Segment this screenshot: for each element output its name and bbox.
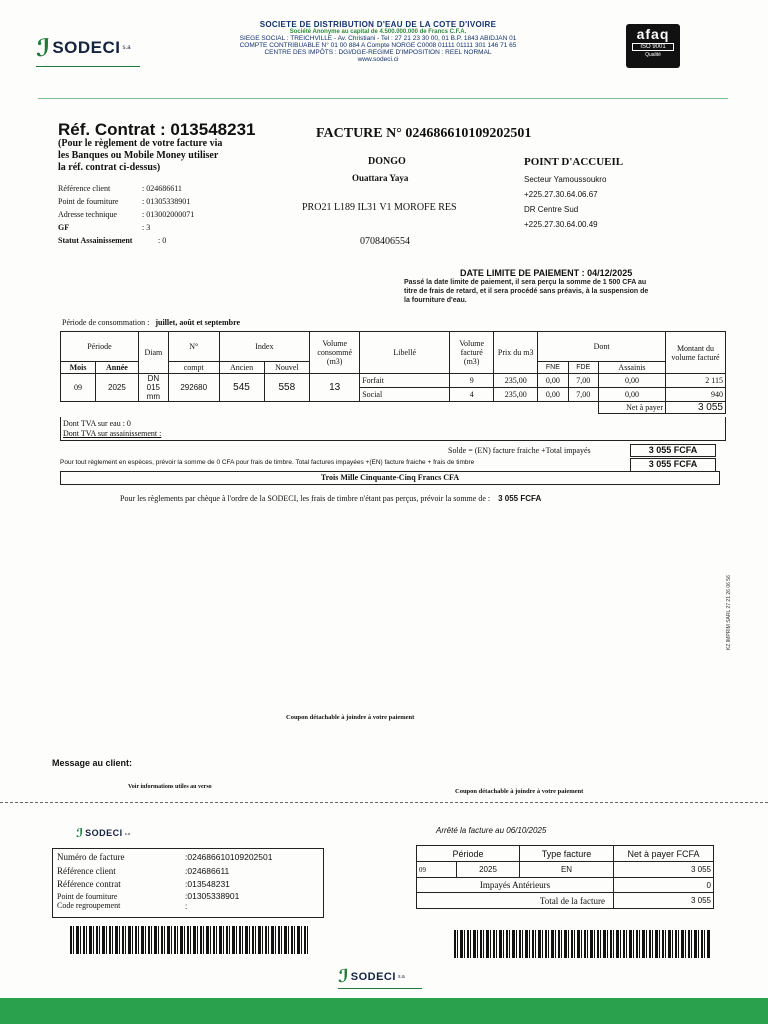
line-vol: 9 [450, 374, 494, 388]
barcode-left [70, 926, 310, 954]
sodeci-logo-coupon [76, 826, 130, 840]
col-dont: Dont [538, 332, 666, 362]
row-diam: DN 015 mm [138, 374, 168, 402]
deadline-line1: Passé la date limite de paiement, il sera perçu la somme de 1 500 CFA au [404, 279, 647, 286]
summary-net: 3 055 [614, 862, 714, 878]
coupon-info-box [52, 848, 324, 918]
row-volume: 13 [310, 374, 360, 402]
coupon-row-label: Point de fourniture [57, 891, 118, 901]
contract-fields [58, 182, 194, 247]
especes-label: Pour tout règlement en espèces, prévoir la somme de 0 CFA pour frais de timbre. Total factures impayées +(EN) facture fraiche + frais de timbre [60, 459, 475, 466]
tva-box [60, 417, 726, 441]
field-value: : 01305338901 [142, 197, 191, 206]
sodeci-logo-bottom [338, 966, 405, 987]
detach-line [0, 802, 768, 803]
contract-note-line2: les Banques ou Mobile Money utiliser [58, 150, 219, 161]
col-compt: compt [168, 362, 219, 374]
cheque-value: 3 055 FCFA [498, 494, 542, 503]
field-label: Point de fourniture [58, 197, 119, 206]
client-name-line2: Ouattara Yaya [352, 173, 409, 183]
especes-value: 3 055 FCFA [630, 458, 716, 472]
logo-name: SODECI [85, 828, 123, 838]
contract-note [58, 138, 222, 174]
message-label: Message au client: [52, 758, 133, 768]
contract-field [58, 221, 194, 234]
col-annee: Année [96, 362, 139, 374]
side-printer-code: KZ IMPRIM SARL 27 21 26 06 56 [726, 575, 732, 650]
bottom-logo-underline [338, 988, 422, 989]
contract-note-line3: la réf. contrat ci-dessus) [58, 162, 161, 173]
afaq-quality: Qualité [645, 52, 661, 58]
col-index: Index [219, 332, 310, 362]
infos-verso: Voir informations utiles au verso [128, 784, 212, 790]
net-value: 3 055 [666, 402, 726, 414]
coupon-row-label: Référence client [57, 865, 116, 876]
deadline-line3: la fourniture d'eau. [404, 297, 467, 304]
coupon-row-value: : [185, 900, 188, 911]
barcode-right [454, 930, 710, 958]
solde-label: Solde = (EN) facture fraiche +Total impayés [448, 446, 591, 455]
header-line1: SOCIETE DE DISTRIBUTION D'EAU DE LA COTE D'IVOIRE [259, 20, 497, 29]
field-label: GF [58, 223, 70, 232]
sodeci-mark-icon: ℐ [76, 826, 84, 840]
coupon-row-value: :01305338901 [185, 890, 240, 901]
contract-field [58, 234, 194, 247]
line-fne: 0,00 [538, 388, 568, 402]
accueil-details [524, 172, 606, 232]
logo-suffix: s.a [397, 973, 405, 980]
line-fde: 7,00 [568, 388, 598, 402]
afaq-certification-badge [626, 24, 680, 68]
summary-col-net: Net à payer FCFA [614, 846, 714, 862]
afaq-iso: ISO 9001 [632, 43, 674, 51]
field-label: Adresse technique [58, 210, 117, 219]
col-volume-facture: Volume facturé (m3) [450, 332, 494, 374]
coupon-row [57, 878, 319, 892]
accueil-line4: +225.27.30.64.00.49 [524, 220, 598, 229]
col-nouvel: Nouvel [264, 362, 310, 374]
consumption-period [62, 318, 240, 327]
table-row [61, 374, 726, 388]
sodeci-logo-top [36, 34, 131, 62]
deadline-note [404, 278, 648, 305]
line-montant: 2 115 [666, 374, 726, 388]
contract-field [58, 182, 194, 195]
summary-col-periode: Période [417, 846, 520, 862]
coupon-detach-2: Coupon détachable à joindre à votre paiement [455, 788, 584, 795]
line-assain: 0,00 [598, 388, 665, 402]
period-label: Période de consommation : [62, 318, 150, 327]
col-mois: Mois [61, 362, 96, 374]
header-divider [38, 98, 728, 99]
col-fde: FDE [568, 362, 598, 374]
logo-suffix: s.a [124, 830, 131, 836]
company-header [178, 20, 578, 63]
tva-assain: Dont TVA sur assainissement : [63, 429, 162, 438]
col-no: N° [168, 332, 219, 362]
impayes-label: Impayés Antérieurs [417, 878, 614, 893]
col-libelle: Libellé [360, 332, 450, 374]
col-fne: FNE [538, 362, 568, 374]
field-value: : 3 [142, 223, 151, 232]
header-line3: SIEGE SOCIAL : TREICHVILLE - Av. Christiani - Tel : 27 21 23 30 00, 01 B.P. 1843 ABIDJAN 01 [239, 35, 517, 42]
row-ancien: 545 [219, 374, 264, 402]
field-label: Référence client [58, 184, 111, 193]
coupon-row-label: Référence contrat [57, 879, 121, 889]
afaq-text: afaq [636, 26, 670, 42]
contract-field [58, 195, 194, 208]
arrete-date: Arrêté la facture au 06/10/2025 [436, 826, 547, 835]
coupon-row-value: :013548231 [185, 879, 230, 889]
col-prix: Prix du m3 [494, 332, 538, 374]
client-name-line1: DONGO [368, 156, 406, 167]
net-spacer [61, 402, 599, 414]
col-periode: Période [61, 332, 139, 362]
accueil-title: POINT D'ACCUEIL [524, 156, 624, 168]
period-value: juillet, août et septembre [155, 318, 241, 327]
line-vol: 4 [450, 388, 494, 402]
sodeci-mark-icon: ℐ [36, 34, 51, 62]
coupon-detach-1: Coupon détachable à joindre à votre paiement [286, 714, 415, 721]
header-line2: Société Anonyme au capital de 4.500.000.000 de Francs C.F.A. [289, 29, 467, 35]
deadline-line2: titre de frais de retard, et il sera procédé sans préavis, à la suspension de [404, 288, 649, 295]
logo-name: SODECI [52, 38, 121, 57]
col-ancien: Ancien [219, 362, 264, 374]
coupon-row [57, 901, 319, 911]
client-phone: 0708406554 [360, 236, 410, 247]
bottom-green-band [0, 998, 768, 1024]
summary-col-type: Type facture [520, 846, 614, 862]
line-prix: 235,00 [494, 374, 538, 388]
coupon-row [57, 892, 319, 901]
coupon-row-value: :024686611 [185, 865, 230, 876]
summary-annee: 2025 [457, 862, 520, 878]
table-row [417, 862, 714, 878]
accueil-line1: Secteur Yamoussoukro [524, 175, 607, 184]
line-assain: 0,00 [598, 374, 665, 388]
total-value: 3 055 [614, 893, 714, 909]
coupon-summary-table [416, 845, 714, 909]
net-label: Net à payer [598, 402, 665, 414]
contract-note-line1: (Pour le règlement de votre facture via [58, 138, 223, 149]
header-line4: COMPTE CONTRIBUABLE N° 01 00 884 A Compte NORGE C0008 01111 01111 301 146 71 65 [239, 42, 517, 49]
tva-eau: Dont TVA sur eau : 0 [63, 419, 131, 428]
header-line5: CENTRE DES IMPÔTS : DGI/DGE-REGIME D'IMPOSITION : REEL NORMAL [264, 49, 492, 56]
header-line6: www.sodeci.ci [357, 56, 399, 63]
total-label: Total de la facture [417, 893, 614, 909]
row-mois: 09 [61, 374, 96, 402]
deadline-title: DATE LIMITE DE PAIEMENT : 04/12/2025 [460, 268, 633, 278]
line-libelle: Forfait [360, 374, 450, 388]
logo-name: SODECI [350, 970, 396, 983]
logo-suffix: s.a [122, 45, 131, 51]
line-fne: 0,00 [538, 374, 568, 388]
sodeci-mark-icon: ℐ [338, 966, 349, 987]
cheque-note-text: Pour les règlements par chèque à l'ordre de la SODECI, les frais de timbre n'étant pas perçus, prévoir la somme de : [120, 494, 491, 503]
coupon-row [57, 865, 319, 879]
col-montant: Montant du volume facturé [666, 332, 726, 374]
field-value: : 024686611 [142, 184, 182, 193]
coupon-row [57, 851, 319, 865]
client-address: PRO21 L189 IL31 V1 MOROFE RES [302, 202, 457, 213]
summary-mois: 09 [417, 862, 457, 878]
contract-title: Réf. Contrat : 013548231 [58, 120, 256, 139]
field-value: : 0 [158, 236, 167, 245]
line-fde: 7,00 [568, 374, 598, 388]
field-value: : 013002000071 [142, 210, 195, 219]
amount-in-words: Trois Mille Cinquante-Cinq Francs CFA [320, 473, 460, 482]
col-diam: Diam [138, 332, 168, 374]
line-libelle: Social [360, 388, 450, 402]
impayes-value: 0 [614, 878, 714, 893]
coupon-row-label: Code regroupement [57, 900, 121, 910]
row-annee: 2025 [96, 374, 139, 402]
col-assain: Assainis [598, 362, 665, 374]
summary-type: EN [520, 862, 614, 878]
row-compt: 292680 [168, 374, 219, 402]
col-volume-consomme: Volume consommé (m3) [310, 332, 360, 374]
coupon-row-value: :024686610109202501 [185, 852, 273, 862]
accueil-line2: +225.27.30.64.06.67 [524, 190, 598, 199]
cheque-note [120, 494, 541, 503]
consumption-table [60, 331, 726, 414]
accueil-line3: DR Centre Sud [524, 205, 579, 214]
coupon-row-label: Numéro de facture [57, 852, 125, 862]
contract-field [58, 208, 194, 221]
line-prix: 235,00 [494, 388, 538, 402]
logo-underline [36, 66, 140, 67]
line-montant: 940 [666, 388, 726, 402]
field-label: Statut Assainissement [58, 236, 133, 245]
row-nouvel: 558 [264, 374, 310, 402]
invoice-title: FACTURE N° 024686610109202501 [316, 126, 532, 141]
solde-value: 3 055 FCFA [630, 444, 716, 457]
